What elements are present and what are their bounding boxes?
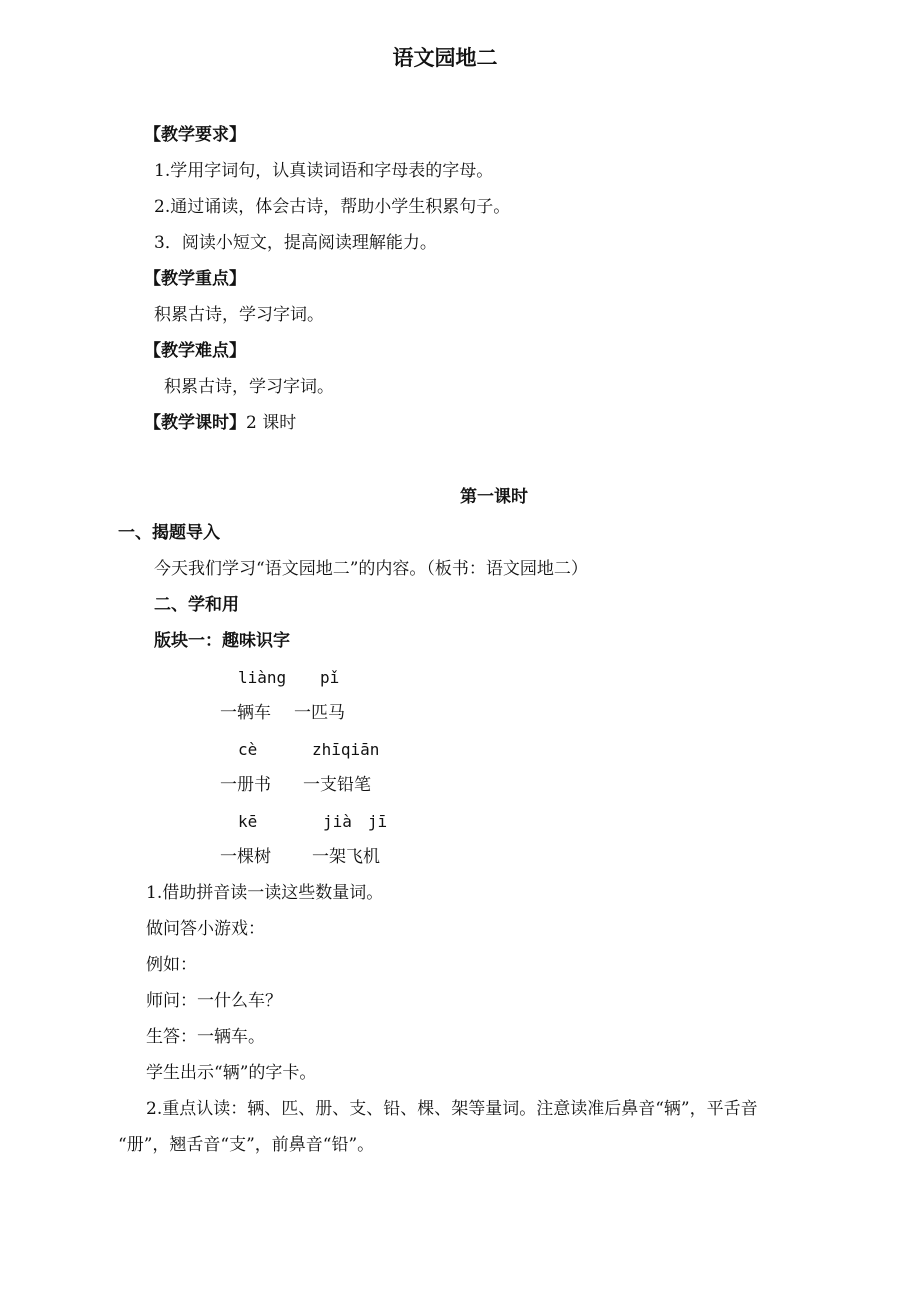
block1-heading: 版块一：趣味识字 xyxy=(154,631,290,651)
word-yi-liang-che: 一辆车 xyxy=(220,703,271,723)
pinyin-liang: liàng xyxy=(238,668,287,687)
class-hours-text: 2 课时 xyxy=(246,413,297,433)
step-1: 1.借助拼音读一读这些数量词。 xyxy=(146,883,384,903)
step-2-line-1: 2.重点认读：辆、匹、册、支、铅、棵、架等量词。注意读准后鼻音“辆”，平舌音 xyxy=(146,1099,758,1119)
difficulties-heading: 【教学难点】 xyxy=(144,341,246,361)
pinyin-ke: kē xyxy=(238,812,258,831)
word-yi-jia-feiji: 一架飞机 xyxy=(312,847,380,867)
section1-text: 今天我们学习“语文园地二”的内容。（板书：语文园地二） xyxy=(154,559,588,579)
requirement-item-3: 3．阅读小短文，提高阅读理解能力。 xyxy=(154,233,437,253)
pinyin-zhiqian: zhīqiān xyxy=(312,740,380,759)
word-yi-ce-shu: 一册书 xyxy=(220,775,271,795)
pinyin-ce: cè xyxy=(238,740,258,759)
pinyin-jia-ji: jià jī xyxy=(323,812,388,831)
word-yi-pi-ma: 一匹马 xyxy=(294,703,345,723)
step-student-answer: 生答：一辆车。 xyxy=(146,1027,265,1047)
step-game: 做问答小游戏： xyxy=(146,919,265,939)
page-title: 语文园地二 xyxy=(392,45,498,70)
section1-heading: 一、揭题导入 xyxy=(118,523,220,543)
step-2-line-2: “册”，翘舌音“支”，前鼻音“铅”。 xyxy=(118,1135,375,1155)
word-yi-ke-shu: 一棵树 xyxy=(220,847,271,867)
step-show-card: 学生出示“辆”的字卡。 xyxy=(146,1063,317,1083)
lesson-title: 第一课时 xyxy=(460,487,528,507)
pinyin-pi: pǐ xyxy=(320,668,340,687)
step-example: 例如： xyxy=(146,955,197,975)
word-yi-zhi-qianbi: 一支铅笔 xyxy=(303,775,371,795)
requirement-item-2: 2.通过诵读，体会古诗，帮助小学生积累句子。 xyxy=(154,197,511,217)
key-points-text: 积累古诗，学习字词。 xyxy=(154,305,324,325)
key-points-heading: 【教学重点】 xyxy=(144,269,246,289)
difficulties-text: 积累古诗，学习字词。 xyxy=(164,377,334,397)
class-hours xyxy=(144,412,296,434)
step-teacher-question: 师问：一什么车？ xyxy=(146,991,282,1011)
section2-heading: 二、学和用 xyxy=(154,595,239,615)
requirements-heading: 【教学要求】 xyxy=(144,125,246,145)
class-hours-heading: 【教学课时】 xyxy=(144,413,246,433)
requirement-item-1: 1.学用字词句，认真读词语和字母表的字母。 xyxy=(154,161,494,181)
